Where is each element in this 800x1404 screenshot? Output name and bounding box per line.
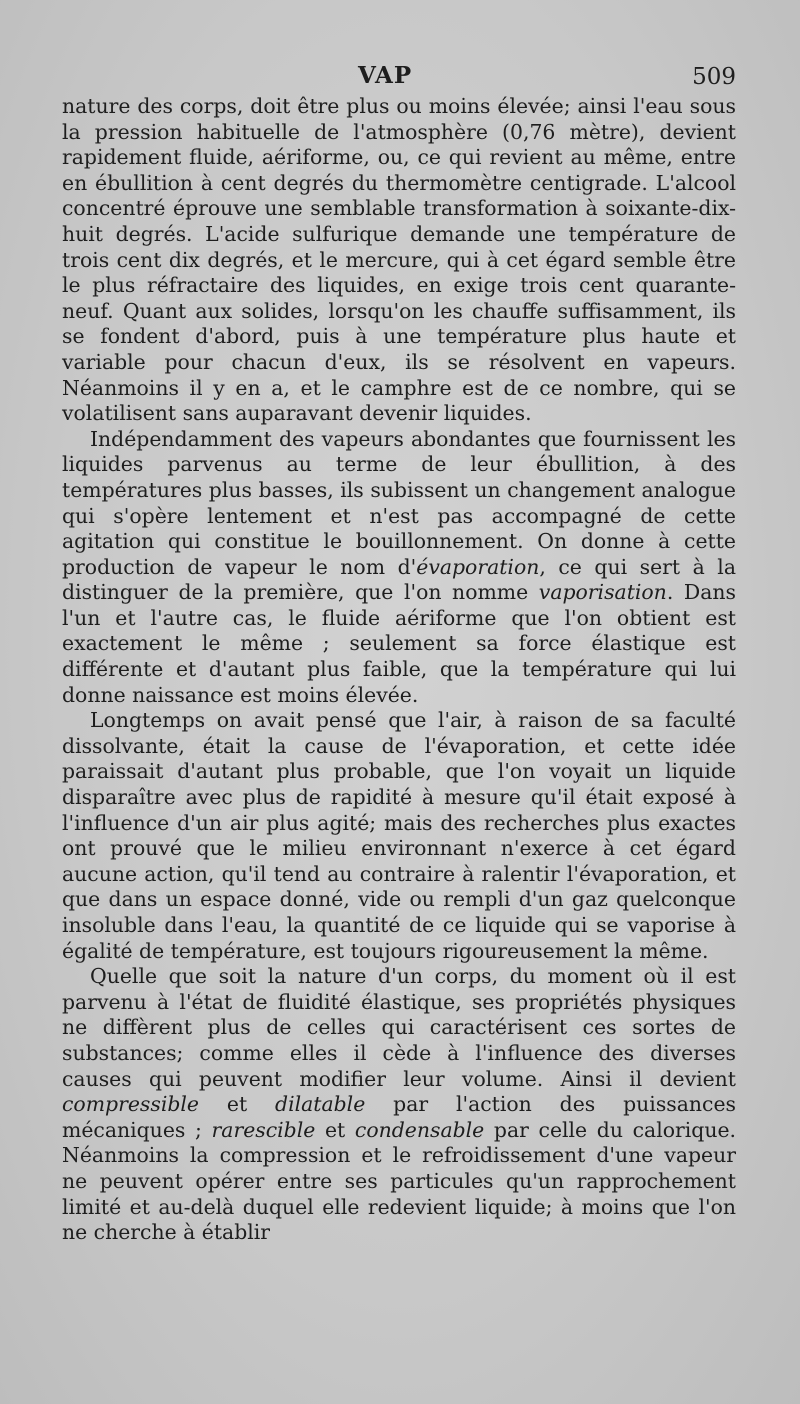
running-head xyxy=(0,60,800,96)
italic-term: rarescible xyxy=(211,1117,316,1142)
text-run: et xyxy=(315,1117,355,1142)
italic-term: compressible xyxy=(62,1092,199,1117)
paragraph xyxy=(62,427,736,709)
paragraph xyxy=(62,94,736,427)
running-head-title: VAP xyxy=(358,62,413,89)
italic-term: condensable xyxy=(354,1117,485,1142)
text-run: Quelle que soit la nature d'un corps, du moment où il est parvenu à l'état de fluidité élastique, ses propriétés physiques ne diffèrent plus de celles qui caractérisent ces sortes de substances; comme elles il cède à l'influence des diverses causes qui peuvent modifier leur volume. Ainsi il devient xyxy=(62,964,736,1091)
text-run: . Dans l'un et l'autre cas, le fluide aériforme que l'on obtient est exactement le même ; seulement sa force élastique est différente et d'autant plus faible, que la température qui lui donne naissance est moins élevée. xyxy=(62,580,736,707)
paragraph xyxy=(62,708,736,964)
text-run: Indépendamment des vapeurs abondantes que fournissent les liquides parvenus au terme de leur ébullition, à des températures plus basses, ils subissent un changement analogue qui s'opère lentement et n'est pas accompagné de cette agitation qui constitue le bouillonnement. On donne à cette production de vapeur le nom d' xyxy=(62,426,736,579)
text-run: Longtemps on avait pensé que l'air, à raison de sa faculté dissolvante, était la cause de l'évaporation, et cette idée paraissait d'autant plus probable, que l'on voyait un liquide disparaître avec plus de rapidité à mesure qu'il était exposé à l'influence d'un air plus agité; mais des recherches plus exactes ont prouvé que le milieu environnant n'exerce à cet égard aucune action, qu'il tend au contraire à ralentir l'évaporation, et que dans un espace donné, vide ou rempli d'un gaz quelconque insoluble dans l'eau, la quantité de ce liquide qui se vaporise à égalité de température, est toujours rigoureusement la même. xyxy=(62,708,736,963)
italic-term: vaporisation xyxy=(538,580,667,605)
paragraph xyxy=(62,964,736,1246)
page-number: 509 xyxy=(692,64,736,90)
italic-term: évaporation xyxy=(416,554,540,579)
text-run: et xyxy=(199,1092,276,1117)
text-run: , ce qui sert à la distinguer de la première, que l'on nomme xyxy=(62,554,736,605)
italic-term: dilatable xyxy=(275,1092,366,1117)
text-run: par l'action des puissances mécaniques ; xyxy=(62,1092,736,1142)
body-text xyxy=(62,94,736,1246)
text-run: par celle du calorique. Néanmoins la compression et le refroidissement d'une vapeur ne peuvent opérer entre ses particules qu'un rapprochement limité et au-delà duquel elle redevient liquide; à moins que l'on ne cherche à établir xyxy=(62,1117,737,1245)
text-run: nature des corps, doit être plus ou moins élevée; ainsi l'eau sous la pression habituelle de l'atmosphère (0,76 mètre), devient rapidement fluide, aériforme, ou, ce qui revient au même, entre en ébullition à cent degrés du thermomètre centigrade. L'alcool concentré éprouve une semblable transformation à soixante-dix-huit degrés. L'acide sulfurique demande une température de trois cent dix degrés, et le mercure, qui à cet égard semble être le plus réfractaire des liquides, en exige trois cent quarante-neuf. Quant aux solides, lorsqu'on les chauffe suffisamment, ils se fondent d'abord, puis à une température plus haute et variable pour chacun d'eux, ils se résolvent en vapeurs. Néanmoins il y en a, et le camphre est de ce nombre, qui se volatilisent sans auparavant devenir liquides. xyxy=(62,94,736,426)
